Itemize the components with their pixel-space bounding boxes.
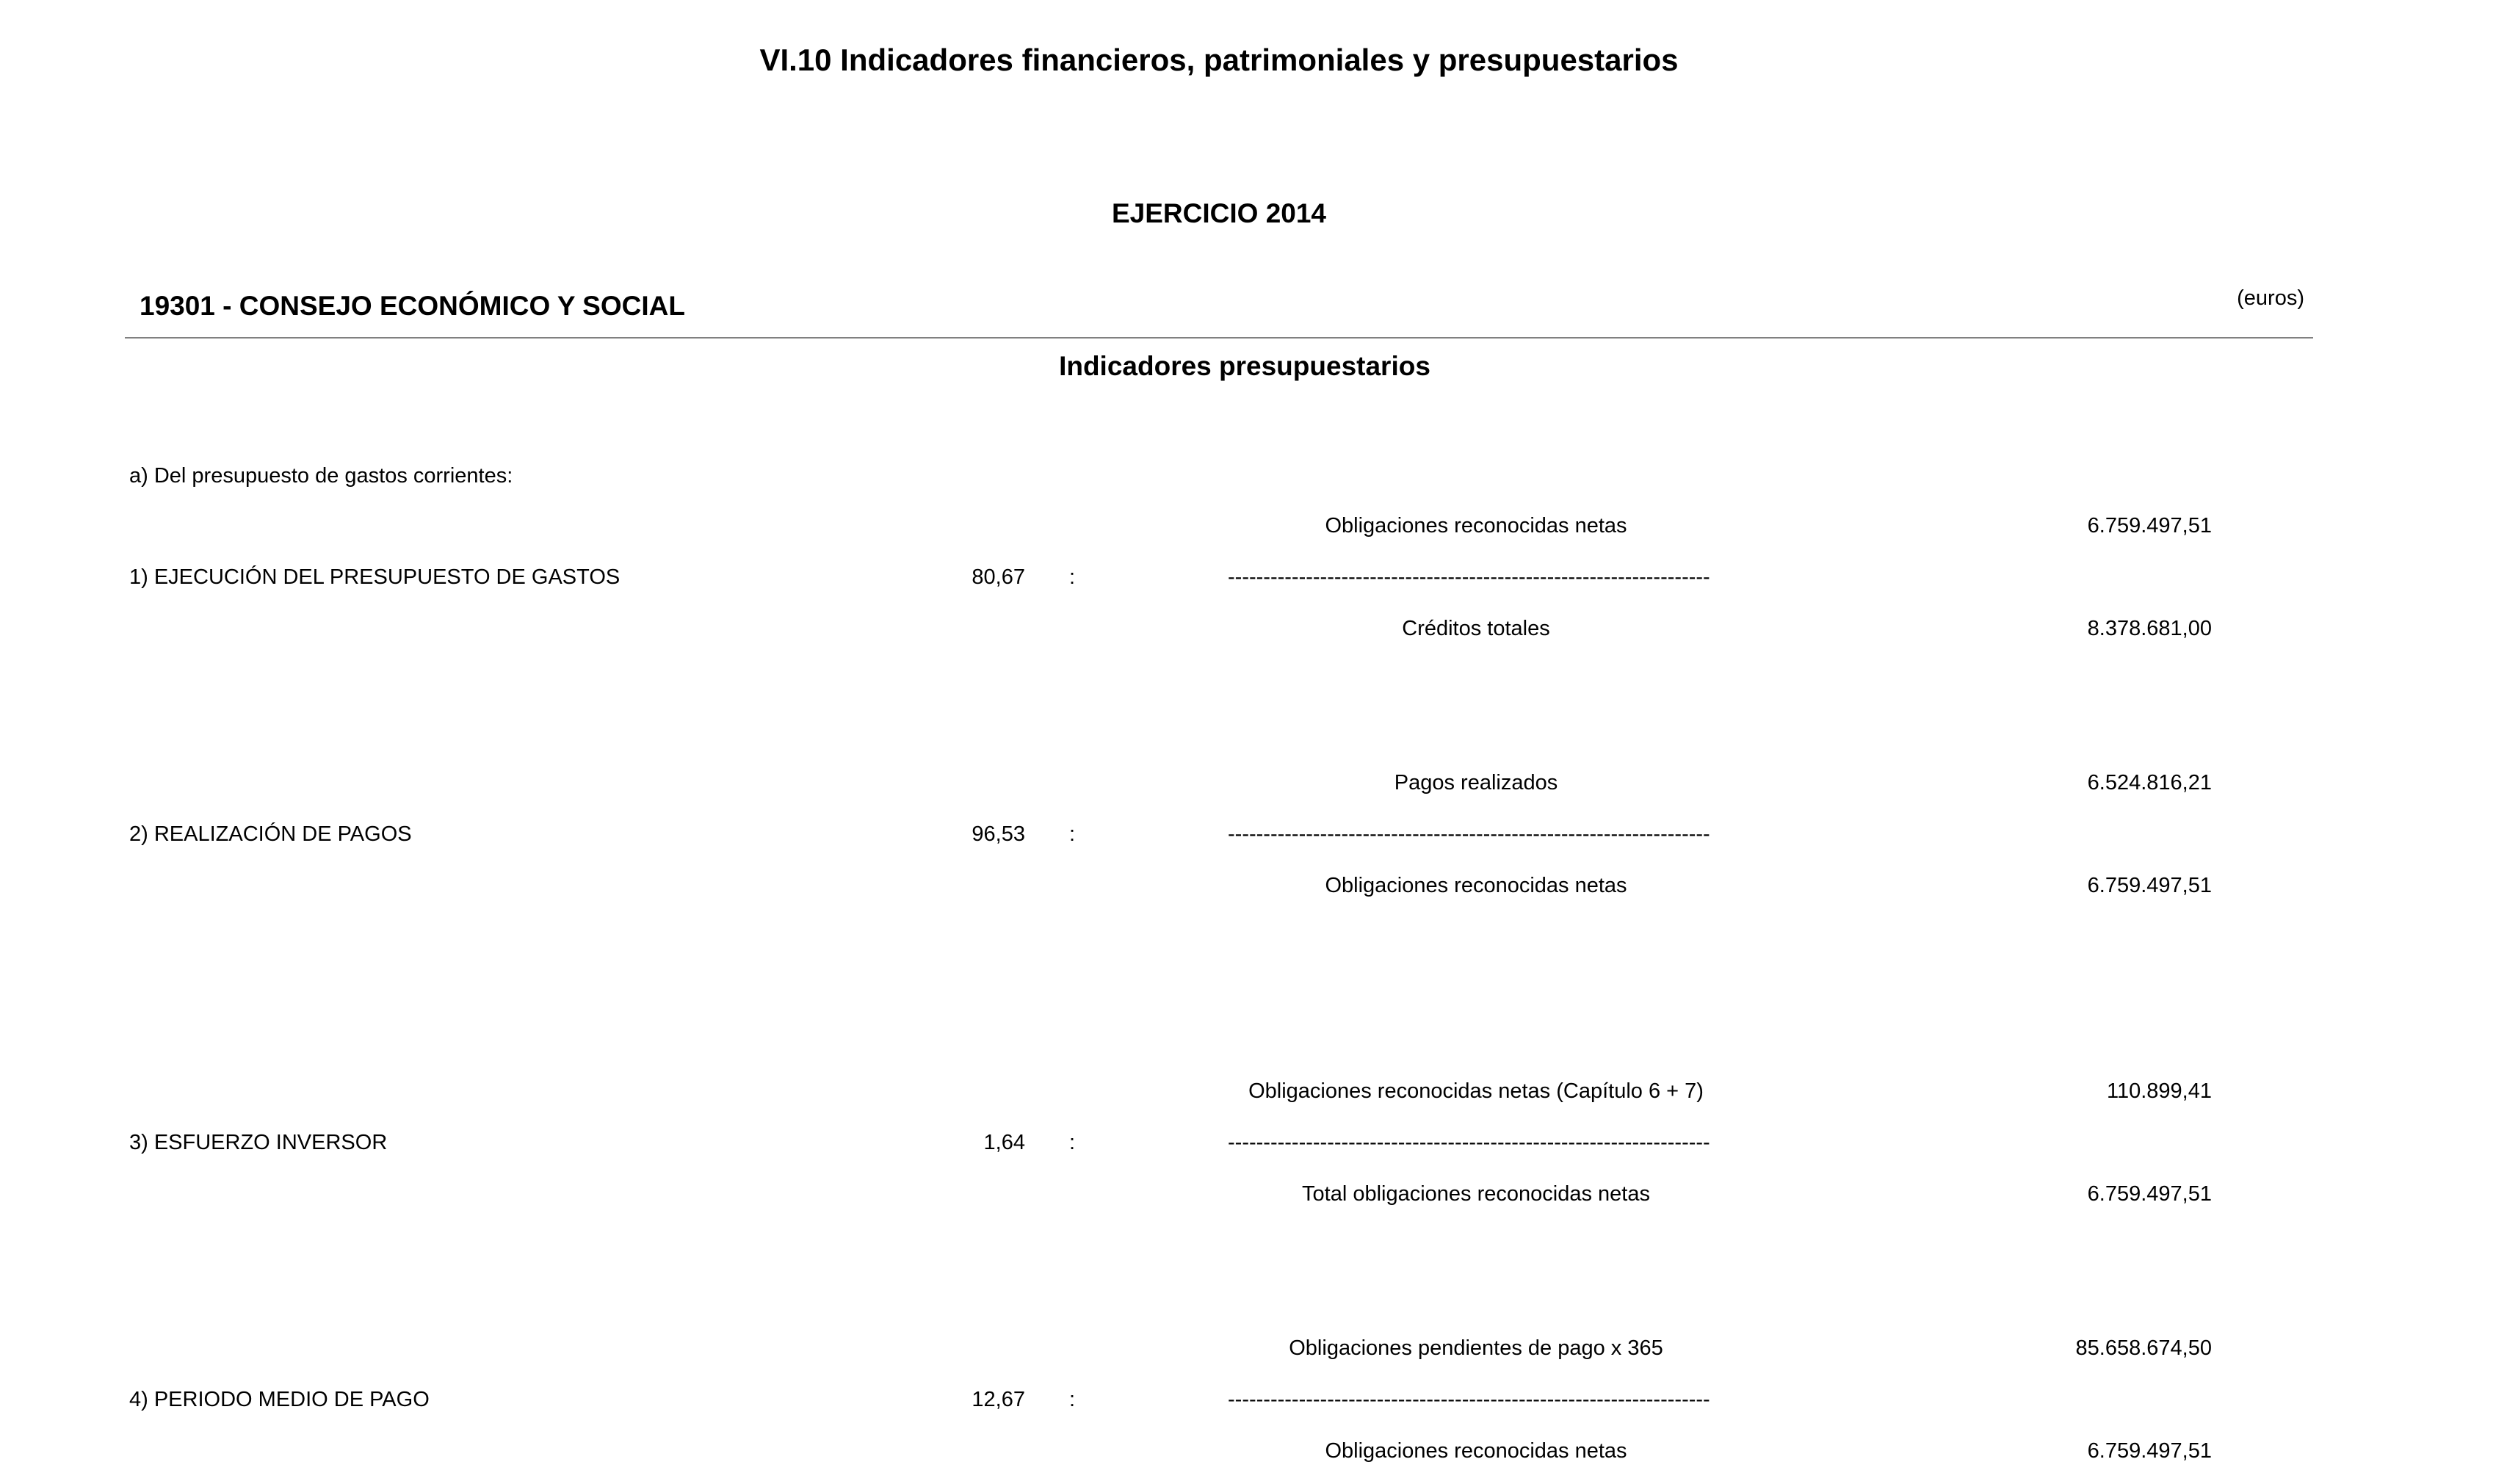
- denominator-label: Obligaciones reconocidas netas: [1325, 874, 1627, 897]
- numerator-label: Obligaciones reconocidas netas: [1325, 514, 1627, 538]
- indicator-label: 4) PERIODO MEDIO DE PAGO: [129, 1388, 430, 1411]
- indicator-value: 12,67: [972, 1388, 1025, 1411]
- indicator-separator: :: [1069, 1131, 1076, 1154]
- numerator-value: 85.658.674,50: [2075, 1336, 2212, 1360]
- indicator-value: 80,67: [972, 565, 1025, 589]
- page-title: VI.10 Indicadores financieros, patrimoniales y presupuestarios: [759, 43, 1679, 77]
- denominator-label: Obligaciones reconocidas netas: [1325, 1439, 1627, 1463]
- numerator-value: 110.899,41: [2107, 1079, 2212, 1103]
- numerator-value: 6.759.497,51: [2087, 514, 2212, 538]
- denominator-label: Total obligaciones reconocidas netas: [1302, 1182, 1650, 1206]
- fraction-line: --------------------------------------------------------------------: [1228, 1131, 1710, 1154]
- numerator-label: Obligaciones reconocidas netas (Capítulo 6 + 7): [1248, 1079, 1704, 1103]
- denominator-value: 6.759.497,51: [2087, 1439, 2212, 1463]
- units-label: (euros): [2237, 286, 2304, 310]
- fraction-line: --------------------------------------------------------------------: [1228, 1388, 1710, 1411]
- indicator-value: 1,64: [983, 1131, 1025, 1154]
- denominator-value: 6.759.497,51: [2087, 1182, 2212, 1206]
- indicator-label: 2) REALIZACIÓN DE PAGOS: [129, 822, 412, 846]
- indicator-value: 96,53: [972, 822, 1025, 846]
- indicator-block-4: [0, 1326, 2507, 1484]
- numerator-label: Pagos realizados: [1394, 771, 1558, 795]
- indicator-separator: :: [1069, 822, 1076, 846]
- denominator-value: 6.759.497,51: [2087, 874, 2212, 897]
- numerator-value: 6.524.816,21: [2087, 771, 2212, 795]
- entity-heading: 19301 - CONSEJO ECONÓMICO Y SOCIAL: [140, 291, 685, 321]
- intro-text: a) Del presupuesto de gastos corrientes:: [129, 464, 513, 488]
- indicator-block-3: [0, 1069, 2507, 1227]
- indicator-label: 1) EJECUCIÓN DEL PRESUPUESTO DE GASTOS: [129, 565, 621, 589]
- numerator-label: Obligaciones pendientes de pago x 365: [1289, 1336, 1663, 1360]
- indicator-separator: :: [1069, 565, 1076, 589]
- indicator-block-2: [0, 761, 2507, 919]
- denominator-label: Créditos totales: [1402, 617, 1550, 640]
- header-divider: [125, 337, 2313, 339]
- indicator-label: 3) ESFUERZO INVERSOR: [129, 1131, 388, 1154]
- indicator-block-1: [0, 504, 2507, 662]
- section-title: Indicadores presupuestarios: [1059, 351, 1430, 381]
- indicator-separator: :: [1069, 1388, 1076, 1411]
- denominator-value: 8.378.681,00: [2087, 617, 2212, 640]
- fiscal-year-heading: EJERCICIO 2014: [1111, 198, 1327, 228]
- fraction-line: --------------------------------------------------------------------: [1228, 565, 1710, 589]
- fraction-line: --------------------------------------------------------------------: [1228, 822, 1710, 846]
